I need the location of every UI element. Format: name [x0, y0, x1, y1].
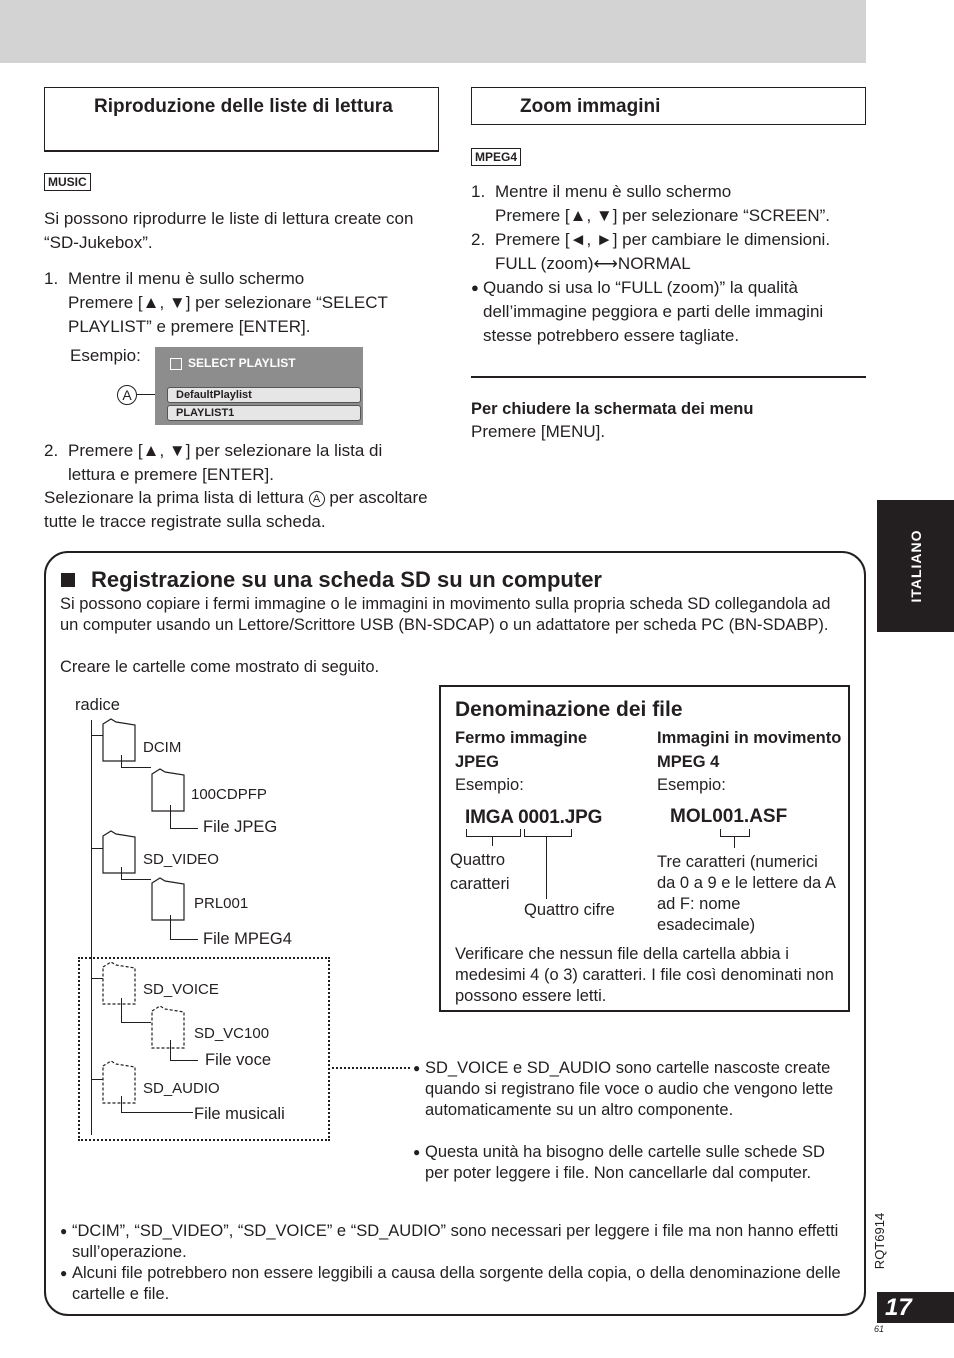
tree-file-jpeg: File JPEG: [203, 818, 278, 836]
zoom-bullet: ●: [471, 280, 479, 295]
header-band: [0, 0, 866, 63]
naming-col2-example: Esempio:: [657, 776, 726, 794]
tree-branch: [121, 1022, 151, 1023]
tree-file-musicali: File musicali: [194, 1105, 285, 1123]
hidden-folder-icon: [102, 961, 136, 1005]
square-bullet-icon: [61, 573, 75, 587]
tree-voice-sub: SD_VC100: [194, 1025, 270, 1042]
footer-note-1: “DCIM”, “SD_VIDEO”, “SD_VOICE” e “SD_AUDIO” sono necessari per leggere i file ma non hanno effetti sull’operazione.: [72, 1222, 839, 1261]
small-page-number: 61: [874, 1324, 885, 1334]
tree-file-voce: File voce: [205, 1051, 272, 1069]
bracket-leader: [492, 836, 493, 846]
playlist-step2-num: 2.: [44, 441, 59, 460]
tree-dcim-sub: 100CDPFP: [191, 786, 267, 803]
divider: [471, 376, 866, 378]
tree-branch: [170, 1060, 198, 1061]
folder-icon: [151, 877, 185, 921]
bracket-leader: [546, 836, 547, 899]
sd-section-title: Registrazione su una scheda SD su un computer: [91, 567, 602, 592]
screen-title: SELECT PLAYLIST: [188, 356, 296, 370]
naming-title: Denominazione dei file: [455, 698, 683, 721]
naming-col1-example: Esempio:: [455, 776, 524, 794]
tree-sd-voice: SD_VOICE: [143, 981, 219, 998]
sd-intro2: Creare le cartelle come mostrato di seguito.: [60, 658, 380, 676]
tree-sd-video: SD_VIDEO: [143, 851, 219, 868]
tree-file-mpeg4: File MPEG4: [203, 930, 292, 948]
section-title-zoom: Zoom immagini: [471, 87, 866, 125]
tree-branch: [121, 755, 122, 767]
language-tab: ITALIANO: [877, 500, 954, 632]
playlist-step2: Premere [▲, ▼] per selezionare la lista di lettura e premere [ENTER].: [68, 441, 383, 484]
playlist-note: Selezionare la prima lista di lettura A per ascoltare tutte le tracce registrate sulla scheda.: [44, 488, 428, 531]
label-three-chars: Tre caratteri (numerici da 0 a 9 e le lettere da A ad F: nome esadecimale): [657, 853, 835, 934]
dotted-connector: [332, 1067, 410, 1069]
jpeg-example: IMGA 0001.JPG: [465, 807, 603, 828]
mpeg-example: MOL001.ASF: [670, 806, 788, 827]
bracket-four-chars: [466, 829, 521, 837]
close-menu-title: Per chiudere la schermata dei menu: [471, 400, 754, 418]
tree-branch: [121, 767, 151, 768]
footer-bullet: ●: [60, 1224, 68, 1238]
tree-dcim: DCIM: [143, 739, 182, 756]
playlist-screen: [155, 347, 363, 425]
tree-branch: [170, 915, 171, 939]
folder-icon: [102, 718, 136, 762]
zoom-step2: Premere [◄, ►] per cambiare le dimensioni. FULL (zoom)⟷NORMAL: [495, 230, 831, 273]
hidden-folder-icon: [102, 1060, 136, 1104]
zoom-note: Quando si usa lo “FULL (zoom)” la qualità dell’immagine peggiora e parti delle immagini stesse potrebbero essere tagliate.: [483, 278, 824, 345]
hidden-note-bullet: ●: [413, 1061, 421, 1075]
tree-branch: [170, 805, 171, 828]
hidden-folder-icon: [151, 1005, 185, 1049]
bracket-four-digits: [524, 829, 572, 837]
tree-branch: [121, 1112, 193, 1113]
marker-a: A: [117, 385, 137, 405]
tree-branch: [121, 998, 122, 1022]
naming-col1-head: Fermo immagine JPEG: [455, 729, 588, 771]
tree-video-sub: PRL001: [194, 895, 249, 912]
naming-col2-head: Immagini in movimento MPEG 4: [657, 729, 842, 771]
label-four-digits: Quattro cifre: [524, 901, 615, 919]
tree-root: radice: [75, 696, 120, 714]
close-menu-text: Premere [MENU].: [471, 422, 606, 441]
tree-branch: [121, 867, 122, 879]
example-label: Esempio:: [70, 346, 141, 365]
section-title-playlist: Riproduzione delle liste di lettura: [44, 87, 439, 152]
tree-sd-audio: SD_AUDIO: [143, 1080, 220, 1097]
mpeg4-tag: MPEG4: [471, 148, 521, 166]
playlist-intro: Si possono riprodurre le liste di lettura create con “SD-Jukebox”.: [44, 209, 414, 252]
tree-branch: [170, 1040, 171, 1060]
folder-icon: [102, 830, 136, 874]
hidden-note-2: Questa unità ha bisogno delle cartelle sulle schede SD per poter leggere i file. Non cancellarle dal computer.: [425, 1143, 825, 1182]
folder-icon: [151, 768, 185, 812]
screen-title-icon: [170, 358, 182, 370]
marker-a-inline: A: [309, 491, 325, 507]
music-tag: MUSIC: [44, 173, 91, 191]
label-four-chars: Quattro caratteri: [450, 851, 510, 893]
screen-item-default[interactable]: DefaultPlaylist: [167, 387, 361, 403]
tree-branch: [121, 879, 151, 880]
page-number: 17: [877, 1292, 954, 1323]
hidden-note-1: SD_VOICE e SD_AUDIO sono cartelle nascoste create quando si registrano file voce o audio che vengono lette automaticamente su un altro componente.: [425, 1059, 834, 1119]
screen-item-playlist1[interactable]: PLAYLIST1: [167, 405, 361, 421]
sd-intro: Si possono copiare i fermi immagine o le immagini in movimento sulla propria scheda SD collegandola ad un computer usando un Lettore/Scrittore USB (BN-SDCAP) o un adattatore per scheda PC (BN-SDABP).: [60, 595, 831, 634]
naming-note: Verificare che nessun file della cartella abbia i medesimi 4 (o 3) caratteri. I file così denominati non possono essere letti.: [455, 945, 834, 1005]
zoom-step1-num: 1.: [471, 182, 486, 201]
tree-branch: [170, 939, 198, 940]
model-number: RQT6914: [872, 1212, 887, 1270]
tree-branch: [121, 1096, 122, 1112]
footer-note-2: Alcuni file potrebbero non essere leggibili a causa della sorgente della copia, o della denominazione delle cartelle e file.: [72, 1264, 841, 1303]
zoom-step1: Mentre il menu è sullo schermo Premere [▲, ▼] per selezionare “SCREEN”.: [495, 182, 831, 225]
tree-branch: [170, 828, 198, 829]
zoom-step2-num: 2.: [471, 230, 486, 249]
bracket-three-chars: [720, 829, 750, 837]
playlist-step1-num: 1.: [44, 269, 59, 288]
bracket-leader: [734, 836, 735, 848]
hidden-note-bullet: ●: [413, 1145, 421, 1159]
footer-bullet: ●: [60, 1266, 68, 1280]
playlist-step1: Mentre il menu è sullo schermo Premere [▲, ▼] per selezionare “SELECT PLAYLIST” e premere [ENTER].: [68, 269, 388, 336]
